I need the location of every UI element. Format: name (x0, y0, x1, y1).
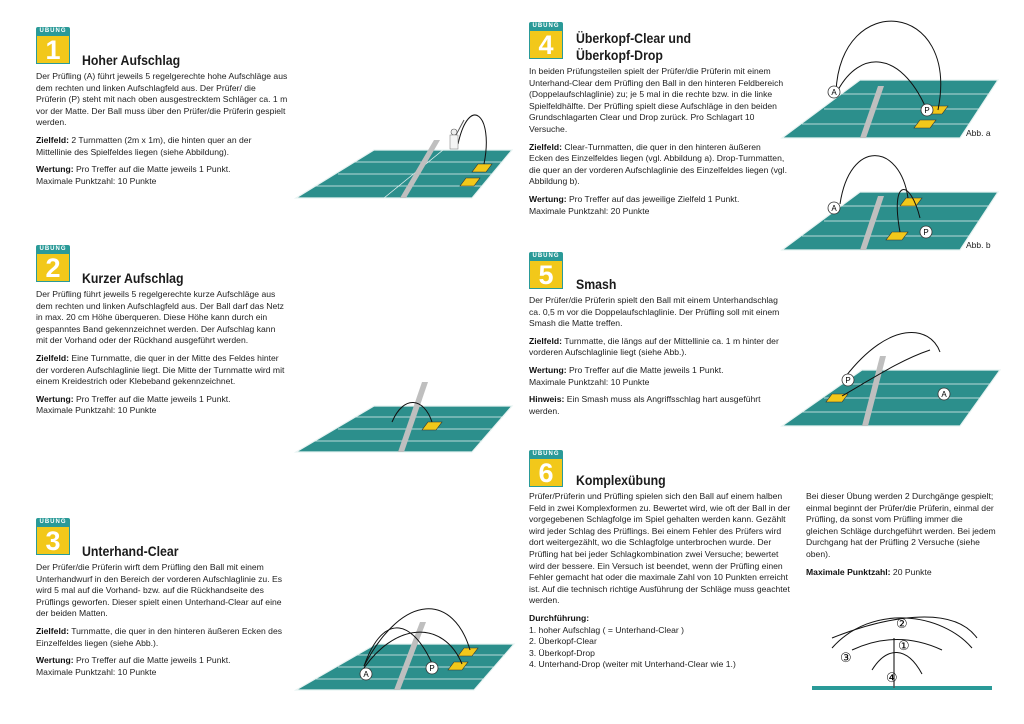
svg-text:P: P (429, 664, 435, 673)
badge-label: ÜBUNG (529, 252, 563, 261)
marker-a (828, 86, 840, 98)
exercise-6-side-text (806, 491, 996, 584)
exercise-6-sequence-diagram (812, 608, 994, 694)
exercise-4a-court-diagram (780, 10, 1000, 142)
exercise-5-text (529, 295, 787, 423)
svg-text:A: A (363, 670, 369, 679)
exercise-2-max: Maximale Punktzahl: 10 Punkte (36, 405, 157, 416)
exercise-5-hinweis: Hinweis: Ein Smash muss als Angriffsschlag hart ausgeführt werden. (529, 394, 761, 416)
step-item: 3. Überkopf-Drop (529, 647, 595, 658)
exercise-3-wertung: Wertung: Pro Treffer auf die Matte jeweils 1 Punkt. (36, 655, 231, 666)
marker-a (828, 202, 840, 214)
exercise-6-right-text: Bei dieser Übung werden 2 Durchgänge gespielt; einmal beginnt der Prüfer/die Prüferin, einmal der Prüfling, da sonst vom Prüfling immer die gleichen Schläge durchgeführt werden. Bei jedem Durchgang hat der Prüfling 2 Versuche (siehe oben). (806, 491, 996, 559)
exercise-1-court-diagram (294, 104, 514, 204)
marker-a (360, 668, 372, 680)
exercise-5-court-diagram (780, 330, 1002, 430)
exercise-3-title: Unterhand-Clear (82, 543, 179, 559)
exercise-4-wertung: Wertung: Pro Treffer auf das jeweilige Zielfeld 1 Punkt. (529, 193, 740, 204)
exercise-6-text (529, 491, 791, 671)
exercise-1-wertung: Wertung: Pro Treffer auf die Matte jeweils 1 Punkt. (36, 164, 231, 175)
exercise-2-text (36, 289, 288, 423)
exercise-6-badge (529, 450, 563, 487)
badge-number: 5 (529, 261, 563, 289)
exercise-5-zielfeld: Zielfeld: Turnmatte, die längs auf der Mittellinie ca. 1 m hinter der vorderen Aufschlaglinie liegt (siehe Abb.). (529, 335, 779, 358)
exercise-6-title: Komplexübung (576, 472, 666, 488)
badge-label: ÜBUNG (529, 450, 563, 459)
exercise-4-max: Maximale Punktzahl: 20 Punkte (529, 205, 650, 216)
exercise-3-zielfeld: Zielfeld: Turnmatte, die quer in den hinteren äußeren Ecken des Einzelfeldes liegen (siehe Abb.). (36, 625, 283, 648)
exercise-2-zielfeld: Zielfeld: Eine Turnmatte, die quer in der Mitte des Feldes hinter der vorderen Aufschlaglinie liegt. Die Mitte der Turnmatte wird mit einem Kreidestrich oder Klebeband gekennzeichnet. (36, 352, 285, 387)
svg-text:P: P (923, 228, 929, 237)
exercise-1-badge (36, 27, 70, 64)
exercise-3-badge (36, 518, 70, 555)
marker-p (842, 374, 854, 386)
exercise-4-title-line1: Überkopf-Clear und (576, 30, 692, 46)
marker-p (426, 662, 438, 674)
exercise-6-steps (529, 625, 791, 671)
exercise-1-text (36, 71, 288, 193)
exercise-5-wertung: Wertung: Pro Treffer auf die Matte jeweils 1 Punkt. (529, 364, 724, 375)
exercise-6-durchfuehrung: Durchführung: (529, 612, 590, 623)
badge-label: ÜBUNG (36, 27, 70, 36)
step-item: 4. Unterhand-Drop (weiter mit Unterhand-Clear wie 1.) (529, 659, 736, 670)
exercise-4-title (576, 30, 691, 64)
sequence-label-4: ④ (886, 671, 898, 686)
exercise-3-text (36, 562, 288, 684)
exercise-2-badge (36, 245, 70, 282)
marker-p (920, 226, 932, 238)
exercise-1-title: Hoher Aufschlag (82, 52, 181, 68)
exercise-5-max: Maximale Punktzahl: 10 Punkte (529, 376, 650, 387)
svg-text:P: P (924, 106, 930, 115)
sequence-label-3: ③ (840, 651, 852, 666)
exercise-1-max: Maximale Punktzahl: 10 Punkte (36, 175, 157, 186)
badge-number: 1 (36, 36, 70, 64)
badge-number: 3 (36, 527, 70, 555)
marker-p (921, 104, 933, 116)
svg-text:A: A (941, 390, 947, 399)
exercise-5-description: Der Prüfer/die Prüferin spielt den Ball mit einem Unterhandschlag ca. 0,5 m vor die Doppelaufschlaglinie. Der Prüfling soll mit einem Smash die Matte treffen. (529, 295, 780, 329)
exercise-2-title: Kurzer Aufschlag (82, 270, 184, 286)
step-item: 1. hoher Aufschlag ( = Unterhand-Clear ) (529, 624, 685, 635)
exercise-4-text (529, 66, 787, 223)
step-item: 2. Überkopf-Clear (529, 636, 597, 647)
exercise-6-max: Maximale Punktzahl: 20 Punkte (806, 566, 932, 577)
exercise-2-description: Der Prüfling führt jeweils 5 regelgerechte kurze Aufschläge aus dem rechten und linken Aufschlagfeld aus. Der Ball darf das Netz in max. 20 cm Höhe überqueren. Diese Höhe kann durch ein gespanntes Band gekennzeichnet werden. Der Aufschlag kann mit der Vorhand oder der Rückhand ausgeführt werden. (36, 289, 284, 346)
exercise-2-court-diagram (294, 376, 514, 458)
marker-a (938, 388, 950, 400)
exercise-3-court-diagram (294, 600, 516, 694)
badge-number: 2 (36, 254, 70, 282)
svg-text:A: A (831, 88, 837, 97)
exercise-3-description: Der Prüfer/die Prüferin wirft dem Prüfling den Ball mit einem Unterhandwurf in den Bereich der vorderen Aufschlaglinie zu. Es wird 5 mal auf die Vorhand- bzw. auf die Rückhandseite des Prüflings geworfen. Dieser spielt einen Unterhand-Clear auf eine der beiden Matten. (36, 562, 283, 619)
exercise-1-description: Der Prüfling (A) führt jeweils 5 regelgerechte hohe Aufschläge aus dem rechten und linken Aufschlagfeld aus. Der Prüfer/ die Prüferin (P) steht mit nach oben ausgestrecktem Schläger ca. 1 m vor der Matte. Der Ball muss über den Prüfer/die Prüferin gespielt werden. (36, 71, 288, 128)
badge-label: ÜBUNG (36, 518, 70, 527)
sequence-label-2: ② (896, 617, 908, 632)
badge-label: ÜBUNG (36, 245, 70, 254)
exercise-4b-court-diagram (780, 148, 1000, 254)
exercise-5-title: Smash (576, 276, 617, 292)
exercise-1-zielfeld: Zielfeld: 2 Turnmatten (2m x 1m), die hinten quer an der Mittellinie des Spielfeldes liegen (siehe Abbildung). (36, 134, 252, 157)
exercise-3-max: Maximale Punktzahl: 10 Punkte (36, 666, 157, 677)
exercise-4-title-line2: Überkopf-Drop (576, 47, 663, 63)
svg-text:A: A (831, 204, 837, 213)
abb-a-label: Abb. a (966, 128, 991, 138)
exercise-4-description: In beiden Prüfungsteilen spielt der Prüfer/die Prüferin mit einem Unterhand-Clear dem Prüfling den Ball in den hinteren Feldbereich (Doppelaufschlaglinie) zu; je 5 mal in die rechte bzw. in die linke Spielfeldhälfte. Der Prüfling spielt diese Aufschläge in den beiden Grundschlagarten Clear und Drop zurück. Pro Schlagart 10 Versuche. (529, 66, 784, 134)
exercise-6-description: Prüfer/Prüferin und Prüfling spielen sich den Ball auf einem halben Feld in zwei Komplexformen zu. Bewertet wird, wie oft der Ball in der vorgegebenen Schlagfolge im Spiel gehalten werden kann. Gezählt wird jeder Schlag des Prüflings. Bei einem Fehler des Prüfers wird dort weitergezählt, wo die Schlagfolge unterbrochen wurde. Der Prüfling hat bei jeder Schlagkombination zwei Versuche; bewertet wird der bessere. Ein Versuch ist beendet, wenn der Prüfling einen Fehler gemacht hat oder die maximale Zahl von 10 Punkten erreicht ist. Auf die technisch richtige Ausführung der Schläge muss geachtet werden. (529, 491, 791, 606)
sequence-label-1: ① (898, 639, 910, 654)
badge-number: 4 (529, 31, 563, 59)
exercise-4-badge (529, 22, 563, 59)
exercise-4-zielfeld: Zielfeld: Clear-Turnmatten, die quer in den hinteren äußeren Ecken des Einzelfeldes liegen (vgl. Abbildung a). Drop-Turnmatten, die quer an der vorderen Aufschlaglinie des Einzelfeldes liegen (vgl. Abbildung b). (529, 141, 787, 187)
abb-b-label: Abb. b (966, 240, 991, 250)
exercise-5-badge (529, 252, 563, 289)
badge-label: ÜBUNG (529, 22, 563, 31)
badge-number: 6 (529, 459, 563, 487)
svg-text:P: P (845, 376, 851, 385)
exercise-2-wertung: Wertung: Pro Treffer auf die Matte jeweils 1 Punkt. (36, 393, 231, 404)
